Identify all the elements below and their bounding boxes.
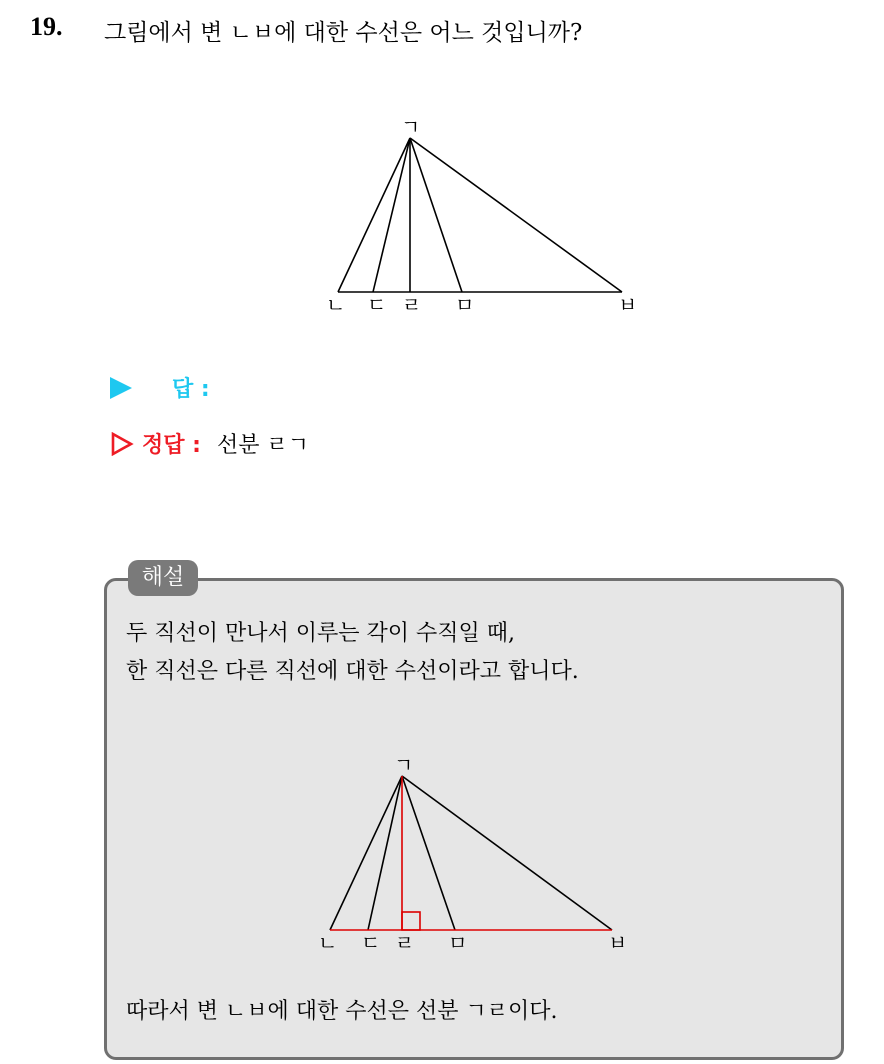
exp-segment-ga-ma bbox=[402, 776, 455, 930]
explanation-tab: 해설 bbox=[128, 560, 198, 596]
explanation-conclusion: 따라서 변 ㄴㅂ에 대한 수선은 선분 ㄱㄹ이다. bbox=[126, 999, 558, 1024]
base-label-na: ㄴ bbox=[326, 293, 346, 317]
apex-label: ㄱ bbox=[401, 115, 421, 139]
exp-base-label-ba: ㅂ bbox=[608, 931, 628, 955]
explanation-line-1: 두 직선이 만나서 이루는 각이 수직일 때, bbox=[126, 621, 515, 646]
exp-base-label-da: ㄷ bbox=[361, 931, 381, 955]
exp-segment-ga-na bbox=[330, 776, 402, 930]
correct-answer-value: 선분 ㄹㄱ bbox=[216, 433, 309, 458]
exp-base-label-ra: ㄹ bbox=[395, 931, 415, 955]
question-number: 19. bbox=[30, 12, 63, 41]
explanation-line-2: 한 직선은 다른 직선에 대한 수선이라고 합니다. bbox=[126, 659, 579, 684]
right-angle-mark bbox=[402, 912, 420, 930]
answer-label: 답 : bbox=[172, 377, 210, 402]
exp-segment-ga-ba bbox=[402, 776, 612, 930]
correct-answer-label: 정답 : bbox=[142, 433, 201, 458]
base-label-da: ㄷ bbox=[367, 293, 387, 317]
base-label-ra: ㄹ bbox=[402, 293, 422, 317]
exp-base-label-ma: ㅁ bbox=[448, 931, 468, 955]
exp-base-label-na: ㄴ bbox=[318, 931, 338, 955]
base-label-ba: ㅂ bbox=[618, 293, 638, 317]
base-label-ma: ㅁ bbox=[455, 293, 475, 317]
exp-segment-ga-da bbox=[368, 776, 402, 930]
exp-apex-label: ㄱ bbox=[394, 753, 414, 777]
question-text: 그림에서 변 ㄴㅂ에 대한 수선은 어느 것입니까? bbox=[104, 20, 583, 46]
